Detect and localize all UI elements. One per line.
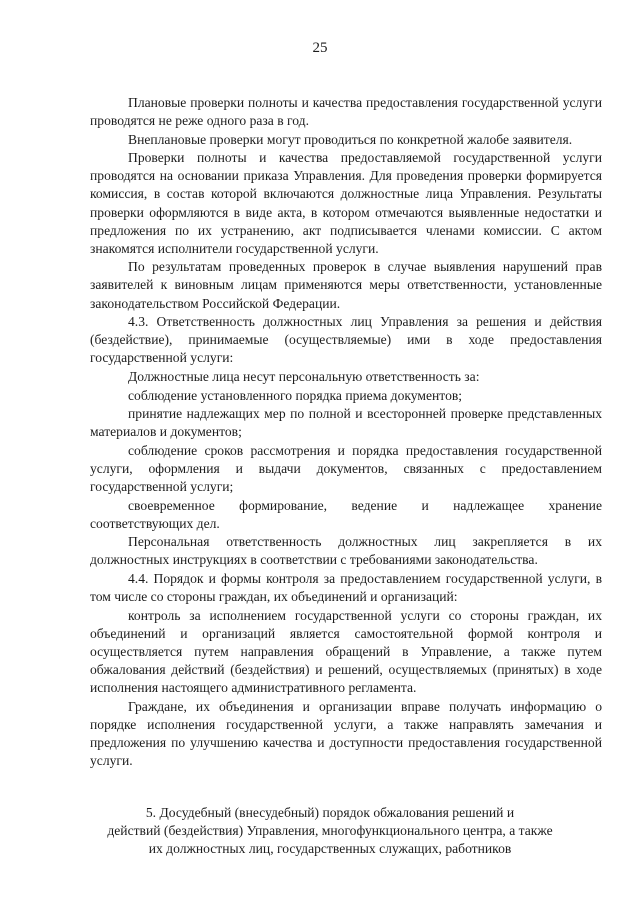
section-heading-line: 5. Досудебный (внесудебный) порядок обжалования решений и (145, 805, 515, 820)
paragraph-citizen-control: контроль за исполнением государственной услуги со стороны граждан, их объединений и организаций является самостоятельной формой контроля и осуществляется путем направления обращений в Управление, а также путем обжалования действий (бездействия) и решений, осуществляемых (принятых) в ходе исполнения настоящего административного регламента. (90, 607, 602, 695)
paragraph-job-instructions: Персональная ответственность должностных лиц закрепляется в их должностных инструкциях в соответствии с требованиями законодательства. (90, 534, 602, 568)
paragraph-inspection-results: По результатам проведенных проверок в случае выявления нарушений прав заявителей к виновным лицам применяются меры ответственности, установленные законодательством Российской Федерации. (90, 259, 602, 311)
section-heading-line: действий (бездействия) Управления, многофункционального центра, а также (107, 823, 553, 838)
section-5-heading (80, 804, 580, 858)
section-heading-line: их должностных лиц, государственных служащих, работников (148, 841, 512, 856)
paragraph-unplanned-inspections: Внеплановые проверки могут проводиться по конкретной жалобе заявителя. (128, 131, 573, 147)
list-item-material-verification: принятие надлежащих мер по полной и всесторонней проверке представленных материалов и документов; (90, 406, 602, 440)
paragraph-section-4-4: 4.4. Порядок и формы контроля за предоставлением государственной услуги, в том числе со стороны граждан, их объединений и организаций: (90, 570, 602, 605)
list-item-deadlines: соблюдение сроков рассмотрения и порядка предоставления государственной услуги, оформления и выдачи документов, связанных с предоставлением государственной услуги; (90, 442, 602, 494)
paragraph-inspection-procedure: Проверки полноты и качества предоставляемой государственной услуги проводятся на основании приказа Управления. Для проведения проверки формируется комиссия, в состав которой включаются должностные лица Управления. Результаты проверки оформляются в виде акта, в котором отмечаются выявленные недостатки и предложения по их устранению, акт подписывается членами комиссии. С актом знакомятся исполнители государственной услуги. (90, 150, 602, 256)
paragraph-personal-responsibility: Должностные лица несут персональную ответственность за: (128, 368, 480, 384)
paragraph-planned-inspections: Плановые проверки полноты и качества предоставления государственной услуги проводятся не реже одного раза в год. (90, 95, 602, 129)
page-number: 25 (312, 40, 328, 56)
body-text (90, 94, 602, 770)
paragraph-section-4-3: 4.3. Ответственность должностных лиц Управления за решения и действия (бездействие), принимаемые (осуществляемые) ими в ходе предоставления государственной услуги: (90, 314, 602, 366)
paragraph-citizen-rights: Граждане, их объединения и организации вправе получать информацию о порядке исполнения государственной услуги, а также направлять замечания и предложения по улучшению качества и доступности предоставления государственной услуги. (90, 698, 602, 768)
list-item-document-acceptance: соблюдение установленного порядка приема документов; (128, 387, 463, 403)
list-item-records-keeping: своевременное формирование, ведение и надлежащее хранение соответствующих дел. (90, 497, 602, 531)
